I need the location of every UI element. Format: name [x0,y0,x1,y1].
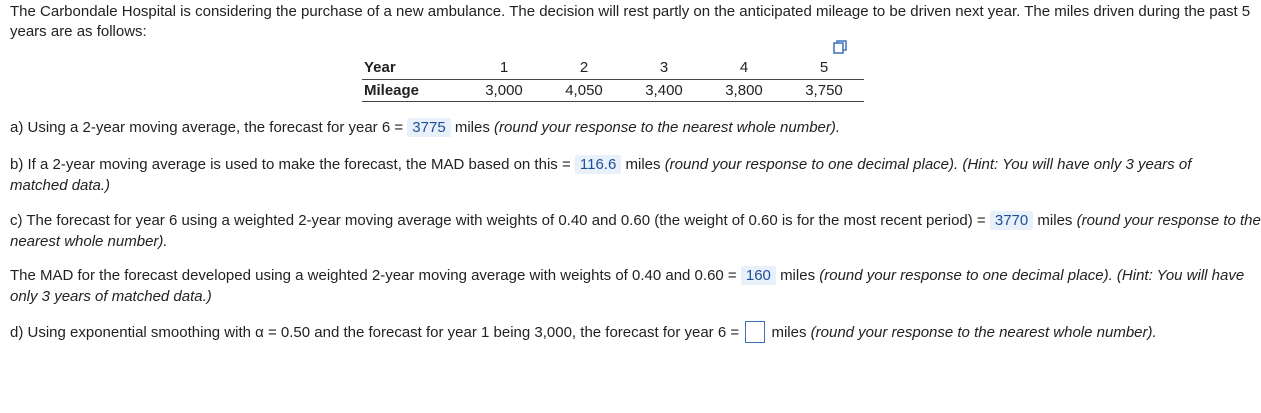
intro-line-1: The Carbondale Hospital is considering the purchase of a new ambulance. The decision will rest partly on the anticipated mileage to be driven next year. The miles driven during the past 5 [10,3,1251,20]
unit-d: miles [771,324,807,341]
question-a [10,118,840,138]
intro-line-2: years are as follows: [10,23,147,40]
question-b-cont [10,176,110,196]
unit-mad: miles [780,267,816,284]
mileage-cell: 3,400 [624,80,704,102]
mileage-cell: 4,050 [544,80,624,102]
mileage-cell: 3,000 [464,80,544,102]
hint-b: (round your response to one decimal place). (Hint: You will have only 3 years of [664,156,1192,173]
question-d [10,321,1157,343]
answer-mad[interactable]: 160 [741,266,776,285]
hint-a: (round your response to the nearest whole number). [494,119,841,136]
question-a-text: a) Using a 2-year moving average, the forecast for year 6 = [10,119,404,136]
unit-c: miles [1037,212,1073,229]
hint-b-cont: matched data.) [10,177,111,194]
year-cell: 5 [784,58,864,80]
hint-c: (round your response to the [1076,212,1261,229]
hint-c-cont: nearest whole number). [10,233,168,250]
hint-d: (round your response to the nearest whole number). [810,324,1157,341]
mileage-header: Mileage [362,80,464,102]
question-b [10,155,1191,175]
mileage-cell: 3,750 [784,80,864,102]
unit-b: miles [625,156,661,173]
question-c-text: c) The forecast for year 6 using a weighted 2-year moving average with weights of 0.40 and 0.60 (the weight of 0.60 is for the most recent period) = [10,212,986,229]
year-row [362,58,864,80]
answer-a[interactable]: 3775 [407,118,450,137]
hint-mad: (round your response to one decimal place). (Hint: You will have [819,267,1245,284]
mileage-table [362,58,864,102]
year-cell: 4 [704,58,784,80]
copy-table-icon[interactable] [833,40,847,54]
mileage-cell: 3,800 [704,80,784,102]
question-b-text: b) If a 2-year moving average is used to make the forecast, the MAD based on this = [10,156,571,173]
mileage-row [362,80,864,102]
answer-d-input[interactable] [745,321,765,343]
question-c-cont [10,232,168,252]
question-d-text: d) Using exponential smoothing with α = 0.50 and the forecast for year 1 being 3,000, the forecast for year 6 = [10,324,740,341]
year-header: Year [362,58,464,80]
question-mad-text: The MAD for the forecast developed using a weighted 2-year moving average with weights of 0.40 and 0.60 = [10,267,737,284]
answer-b[interactable]: 116.6 [575,155,621,174]
question-mad [10,266,1244,286]
question-c [10,211,1261,231]
year-cell: 1 [464,58,544,80]
hint-mad-cont: only 3 years of matched data.) [10,288,212,305]
unit-a: miles [454,119,490,136]
year-cell: 2 [544,58,624,80]
answer-c[interactable]: 3770 [990,211,1033,230]
question-mad-cont [10,287,212,307]
year-cell: 3 [624,58,704,80]
